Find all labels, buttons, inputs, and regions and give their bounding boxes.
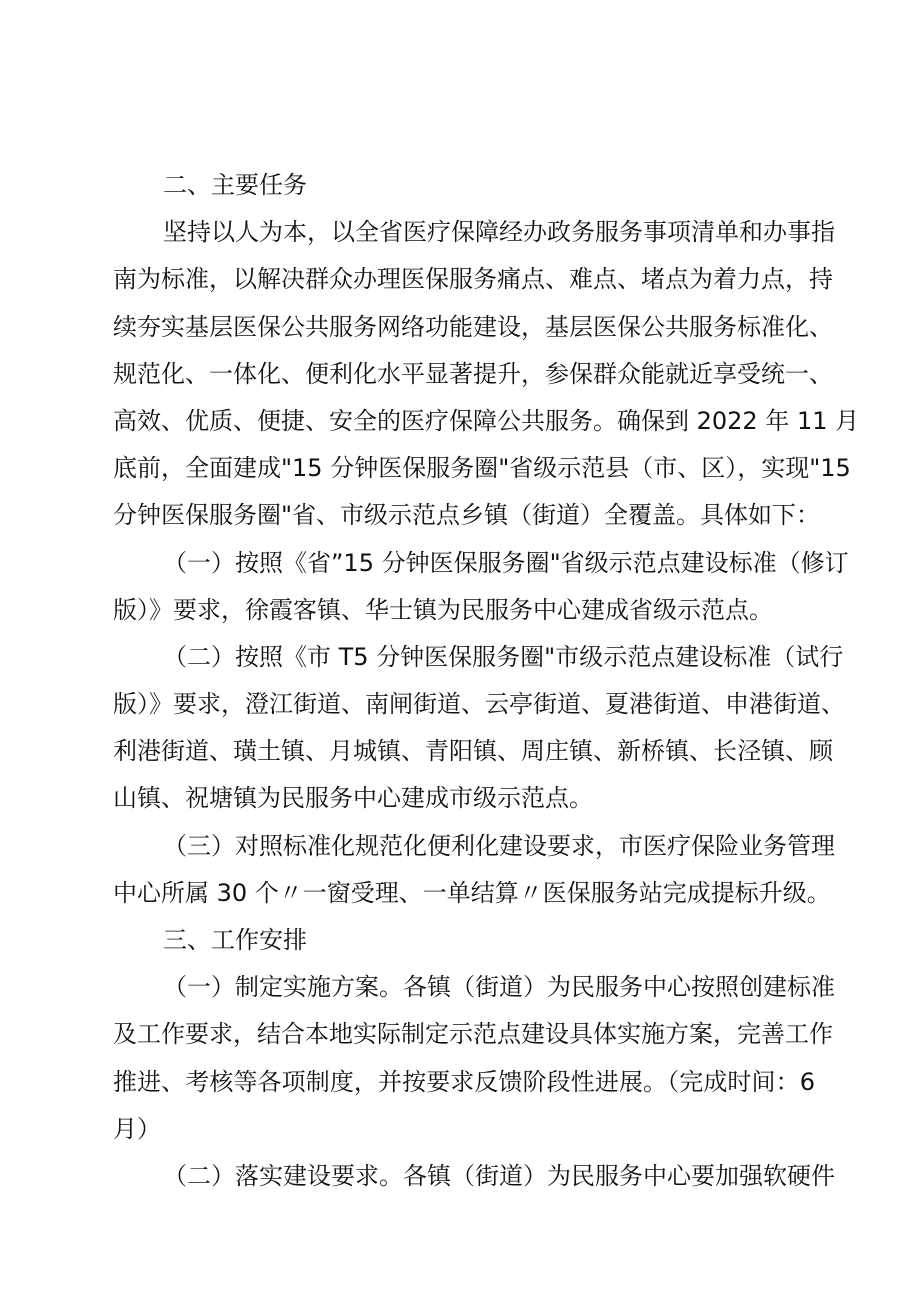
- text-line: 山镇、祝塘镇为民服务中心建成市级示范点。: [113, 784, 593, 813]
- text-line: （二）按照《市 T5 分钟医保服务圈"市级示范点建设标准（试行: [163, 642, 844, 671]
- text-line: 版）》要求，徐霞客镇、华士镇为民服务中心建成省级示范点。: [113, 595, 773, 624]
- text-line: 坚持以人为本，以全省医疗保障经办政务服务事项清单和办事指: [163, 218, 835, 247]
- section-heading: 二、主要任务: [163, 171, 307, 199]
- text-line: （一）制定实施方案。各镇（街道）为民服务中心按照创建标准: [163, 973, 835, 1002]
- document-body: [113, 162, 860, 1200]
- text-line: 规范化、一体化、便利化水平显著提升，参保群众能就近享受统一、: [113, 359, 833, 388]
- text-line: 推进、考核等各项制度，并按要求反馈阶段性进展。（完成时间：6: [113, 1067, 815, 1096]
- text-line: 中心所属 30 个〃一窗受理、一单结算〃医保服务站完成提标升级。: [113, 878, 831, 907]
- text-line: 南为标准，以解决群众办理医保服务痛点、难点、堵点为着力点，持: [113, 265, 833, 294]
- text-line: （三）对照标准化规范化便利化建设要求，市医疗保险业务管理: [163, 831, 835, 860]
- text-line: 利港街道、璜土镇、月城镇、青阳镇、周庄镇、新桥镇、长泾镇、顾: [113, 737, 833, 766]
- text-line: 底前，全面建成"15 分钟医保服务圈"省级示范县（市、区），实现"15: [113, 454, 851, 483]
- text-line: 月）: [113, 1114, 161, 1143]
- text-line: （二）落实建设要求。各镇（街道）为民服务中心要加强软硬件: [163, 1161, 835, 1190]
- section-heading: 三、工作安排: [163, 926, 307, 954]
- text-line: （一）按照《省”15 分钟医保服务圈"省级示范点建设标准（修订: [163, 548, 849, 577]
- text-line: 续夯实基层医保公共服务网络功能建设，基层医保公共服务标准化、: [113, 312, 833, 341]
- text-line: 高效、优质、便捷、安全的医疗保障公共服务。确保到 2022 年 11 月: [113, 406, 860, 435]
- text-line: 及工作要求，结合本地实际制定示范点建设具体实施方案，完善工作: [113, 1020, 833, 1049]
- text-line: 分钟医保服务圈"省、市级示范点乡镇（街道）全覆盖。具体如下：: [113, 501, 821, 530]
- text-line: 版）》要求，澄江街道、南闸街道、云亭街道、夏港街道、申港街道、: [113, 690, 845, 719]
